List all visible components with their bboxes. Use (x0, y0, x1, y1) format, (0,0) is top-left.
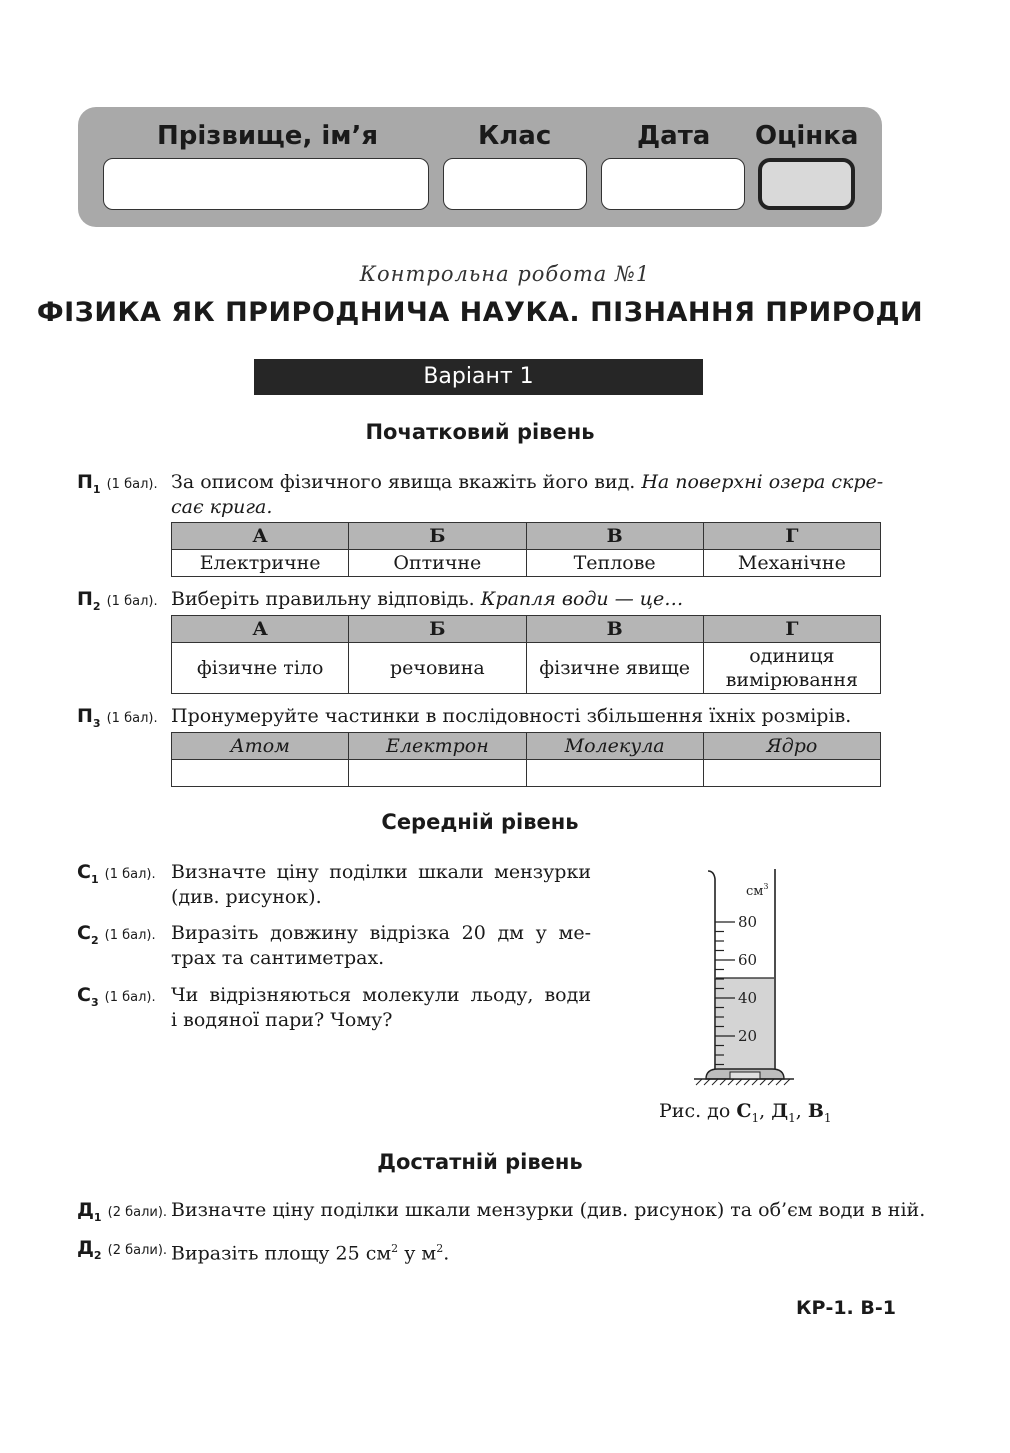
work-subtitle: Контрольна робота №1 (359, 262, 651, 286)
question-c3-id: $С_3$ (1 бал). (77, 984, 156, 1009)
answer-cell[interactable] (526, 760, 703, 787)
scale-label: 80 (738, 913, 758, 931)
option-header: В (526, 616, 703, 643)
option-header: А (172, 616, 349, 643)
option-cell[interactable]: Оптичне (349, 550, 526, 577)
options-table-p3 (171, 732, 881, 787)
section-middle: Середній рівень (381, 810, 579, 834)
question-p3-id: $П_3$ (1 бал). (77, 705, 158, 730)
date-label: Дата (637, 121, 711, 151)
option-header: В (526, 523, 703, 550)
question-p2-text: Виберіть правильну відповідь. Крапля води — це… (171, 588, 684, 610)
question-d2-id: $Д_2$ (2 бали). (77, 1237, 168, 1262)
option-cell[interactable]: Механічне (703, 550, 880, 577)
cylinder-left-wall (708, 871, 715, 1073)
option-header: А (172, 523, 349, 550)
scale-label: 60 (738, 951, 758, 969)
question-c2-id: $С_2$ (1 бал). (77, 922, 156, 947)
question-d1-id: $Д_1$ (2 бали). (77, 1199, 168, 1224)
question-p1-text: За описом фізичного явища вкажіть його вид. На поверхні озера скре- сає крига. (171, 471, 884, 518)
option-cell[interactable]: одиниця вимірювання (703, 643, 880, 694)
particle-header: Електрон (349, 733, 526, 760)
option-cell[interactable]: фізичне явище (526, 643, 703, 694)
question-c1-id: $С_1$ (1 бал). (77, 861, 156, 886)
name-label: Прізвище, ім’я (157, 121, 379, 151)
answer-cell[interactable] (703, 760, 880, 787)
question-d2-text: Виразіть площу 25 $см^2$ у $м^2$. (171, 1242, 450, 1265)
date-field[interactable] (601, 158, 745, 210)
scale-label: 40 (738, 989, 758, 1007)
name-field[interactable] (103, 158, 429, 210)
question-p1-id: $П_1$ (1 бал). (77, 471, 158, 496)
option-header: Б (349, 616, 526, 643)
question-c1-text: Визначте ціну поділки шкали мензурки (див. рисунок). (171, 861, 591, 908)
cylinder-base-middle (730, 1072, 760, 1079)
variant-banner: Варіант 1 (254, 359, 703, 395)
option-header: Г (703, 616, 880, 643)
class-label: Клас (478, 121, 552, 151)
grade-label: Оцінка (755, 121, 859, 151)
ground-hatch (696, 1079, 790, 1085)
option-cell[interactable]: Теплове (526, 550, 703, 577)
scale-label: 20 (738, 1027, 758, 1045)
class-field[interactable] (443, 158, 587, 210)
question-c3-text: Чи відрізняються молекули льоду, води і водяної пари? Чому? (171, 984, 591, 1031)
option-cell[interactable]: речовина (349, 643, 526, 694)
figure-caption: Рис. до $С_1$, $Д_1$, $В_1$ (659, 1100, 832, 1125)
answer-cell[interactable] (172, 760, 349, 787)
particle-header: Ядро (703, 733, 880, 760)
page-footer: КР-1. В-1 (796, 1297, 896, 1319)
option-cell[interactable]: фізичне тіло (172, 643, 349, 694)
question-d1-text: Визначте ціну поділки шкали мензурки (див. рисунок) та об’єм води в ній. (171, 1199, 926, 1221)
answer-cell[interactable] (349, 760, 526, 787)
student-info-box (78, 107, 882, 227)
option-cell[interactable]: Електричне (172, 550, 349, 577)
particle-header: Атом (172, 733, 349, 760)
grade-field[interactable] (758, 158, 855, 210)
section-initial: Початковий рівень (365, 420, 595, 444)
section-sufficient: Достатній рівень (377, 1150, 583, 1174)
measuring-cylinder-figure (690, 865, 800, 1095)
question-p2-id: $П_2$ (1 бал). (77, 588, 158, 613)
option-header: Б (349, 523, 526, 550)
particle-header: Молекула (526, 733, 703, 760)
unit-label: $см^3$ (746, 882, 769, 899)
options-table-p1 (171, 522, 881, 577)
question-c2-text: Виразіть довжину відрізка 20 дм у ме- трах та сантиметрах. (171, 922, 591, 969)
page-title: ФІЗИКА ЯК ПРИРОДНИЧА НАУКА. ПІЗНАННЯ ПРИРОДИ (36, 297, 924, 328)
option-header: Г (703, 523, 880, 550)
question-p3-text: Пронумеруйте частинки в послідовності збільшення їхніх розмірів. (171, 705, 852, 727)
options-table-p2 (171, 615, 881, 694)
